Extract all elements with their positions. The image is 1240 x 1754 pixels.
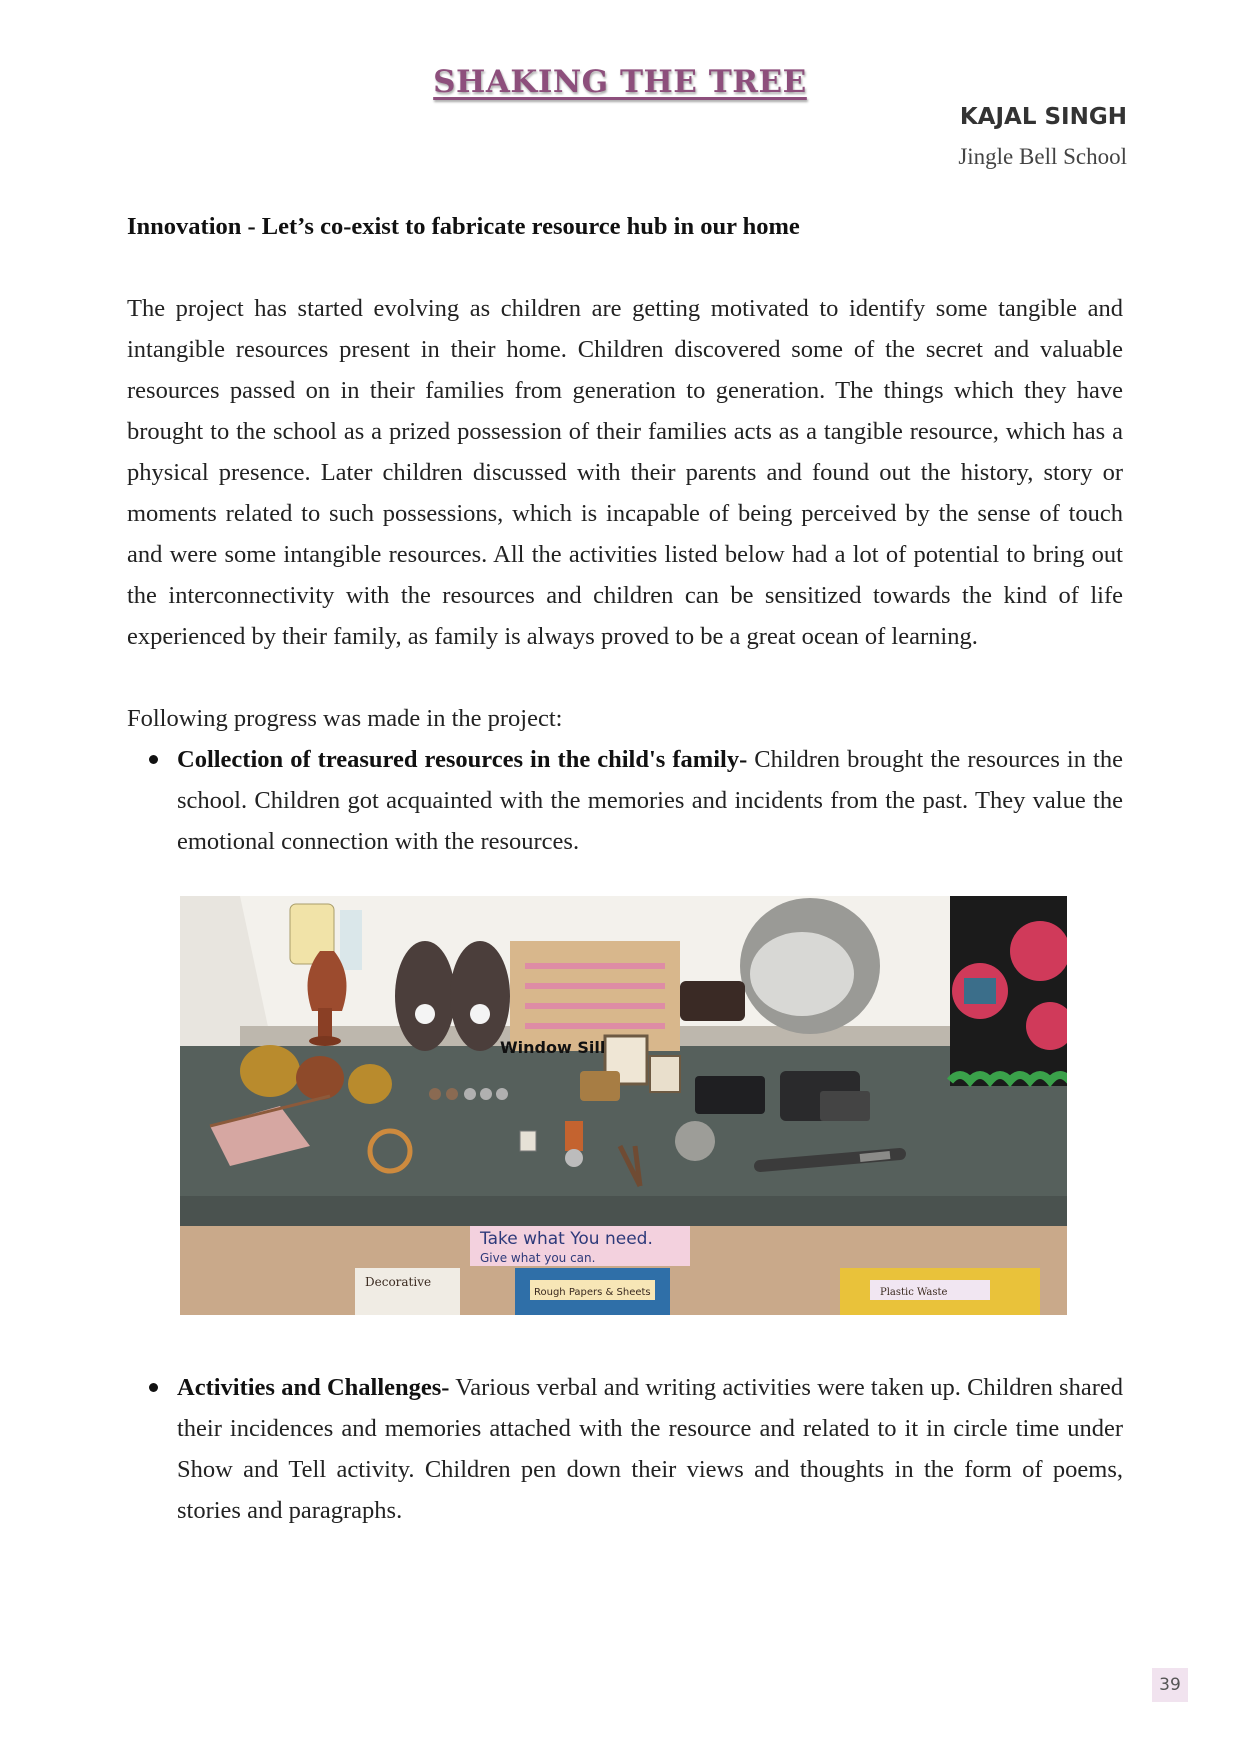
author-name: KAJAL SINGH [959,104,1127,130]
bullet-item-activities [177,1367,1123,1531]
progress-intro: Following progress was made in the project: [127,705,563,732]
sign-line-2: Give what you can. [480,1251,596,1265]
sign-line-1: Take what You need. [480,1229,653,1249]
intro-paragraph: The project has started evolving as children are getting motivated to identify some tangible and intangible resources present in their home. Children discovered some of the secret and valuable resources passed on in their families from generation to generation. The things which they have brought to the school as a prized possession of their families acts as a tangible resource, which has a physical presence. Later children discussed with their parents and found out the history, story or moments related to such possessions, which is incapable of being perceived by the sense of touch and were some intangible resources. All the activities listed below had a lot of potential to bring out the interconnectivity with the resources and children can be sensitized towards the kind of life experienced by their family, as family is always proved to be a great ocean of learning. [127,295,1123,650]
section-subheading: Innovation - Let’s co-exist to fabricate resource hub in our home [127,213,800,240]
page-title: SHAKING THE TREE [433,64,807,100]
progress-list [127,739,1123,862]
bullet-item-collection [177,739,1123,862]
bullet-label: Collection of treasured resources in the child's family- [177,746,748,773]
bullet-text: Various verbal and writing activities were taken up. Children shared their incidences and memories attached with the resource and related to it in circle time under Show and Tell activity. Children pen down their views and thoughts in the form of poems, stories and paragraphs. [177,1374,1123,1524]
resources-photo [180,896,1067,1315]
progress-list-continued [127,1367,1123,1531]
bullet-text: Children brought the resources in the school. Children got acquainted with the memories and incidents from the past. They value the emotional connection with the resources. [177,746,1123,855]
sill-label: Window Sill [500,1038,606,1057]
bullet-label: Activities and Challenges- [177,1374,450,1401]
box-label-rough-papers: Rough Papers & Sheets [534,1287,651,1298]
page-number: 39 [1152,1668,1188,1702]
article-body [127,206,1123,1531]
school-name: Jingle Bell School [958,144,1127,169]
box-label-plastic: Plastic Waste [880,1287,948,1298]
box-label-decorative: Decorative [365,1275,432,1289]
